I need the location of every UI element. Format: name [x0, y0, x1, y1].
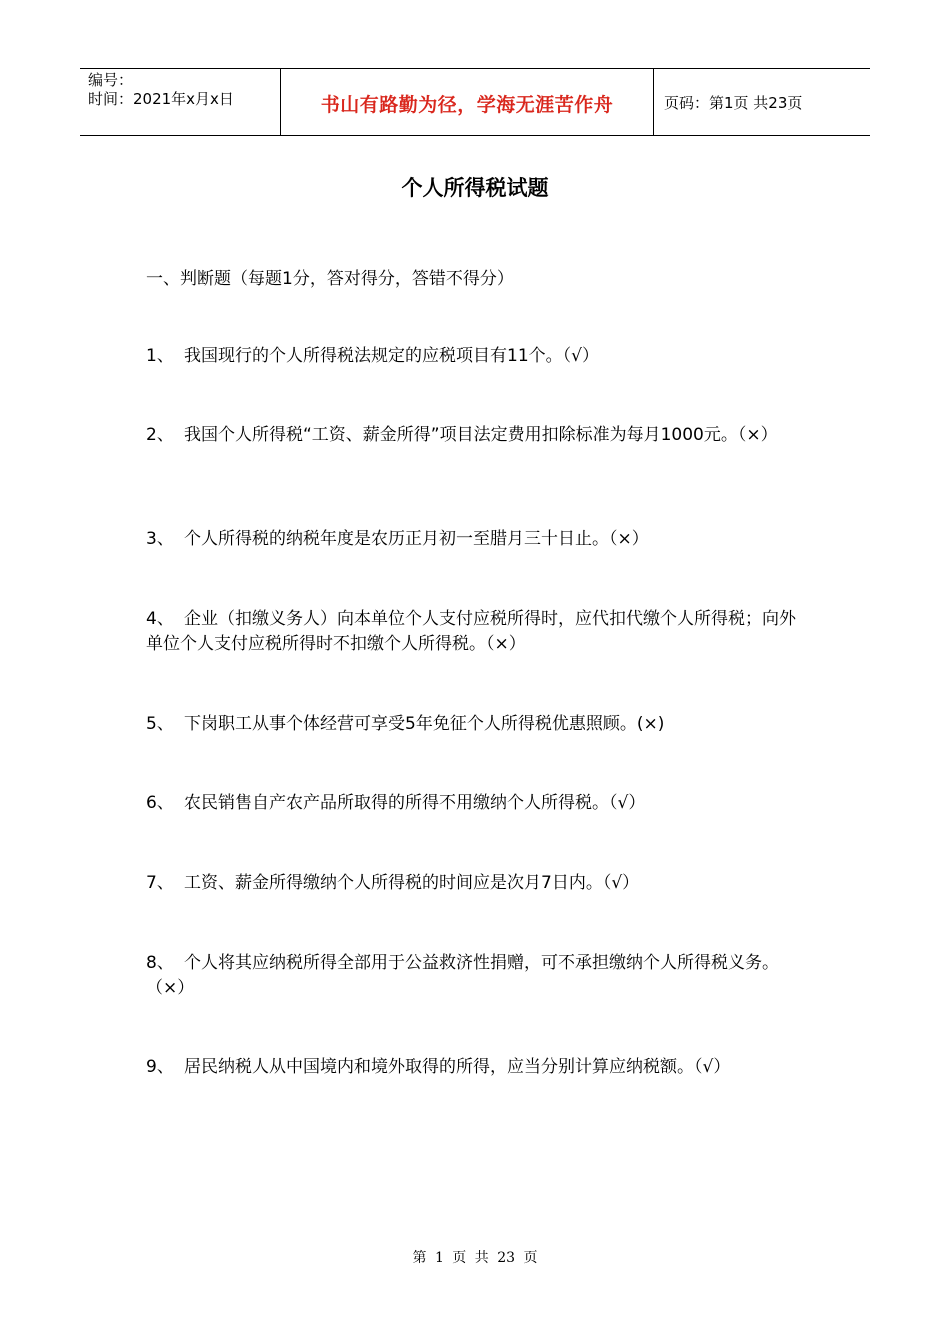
question-number: 3、 [146, 529, 174, 549]
header-page-cell [654, 69, 870, 135]
question-number: 2、 [146, 425, 174, 445]
question-number: 9、 [146, 1057, 174, 1077]
section-heading: 一、判断题（每题1分，答对得分，答错不得分） [146, 269, 514, 289]
question-text: 我国现行的个人所得税法规定的应税项目有11个。（√） [184, 346, 599, 366]
question-4 [146, 607, 806, 657]
question-9 [146, 1055, 806, 1080]
document-title: 个人所得税试题 [401, 176, 549, 200]
time-label: 时间：2021年x月x日 [88, 90, 234, 108]
page-header [80, 68, 870, 136]
question-3 [146, 527, 806, 552]
serial-label: 编号： [88, 71, 134, 89]
question-text: 下岗职工从事个体经营可享受5年免征个人所得税优惠照顾。(×) [184, 714, 665, 734]
question-1 [146, 344, 806, 369]
question-7 [146, 871, 806, 896]
page-footer: 第 1 页 共 23 页 [412, 1250, 538, 1266]
question-number: 5、 [146, 714, 174, 734]
question-number: 7、 [146, 873, 174, 893]
page-info: 页码：第1页 共23页 [664, 93, 803, 112]
header-meta-cell [80, 69, 281, 135]
question-text: 我国个人所得税“工资、薪金所得”项目法定费用扣除标准为每月1000元。（×） [184, 425, 778, 445]
question-8 [146, 951, 806, 1001]
question-text: 企业（扣缴义务人）向本单位个人支付应税所得时，应代扣代缴个人所得税；向外单位个人支付应税所得时不扣缴个人所得税。（×） [146, 609, 796, 654]
question-2 [146, 423, 806, 448]
header-motto-cell [281, 69, 654, 135]
question-text: 居民纳税人从中国境内和境外取得的所得，应当分别计算应纳税额。（√） [184, 1057, 731, 1077]
question-text: 工资、薪金所得缴纳个人所得税的时间应是次月7日内。（√） [184, 873, 640, 893]
question-text: 农民销售自产农产品所取得的所得不用缴纳个人所得税。（√） [184, 793, 646, 813]
motto-text: 书山有路勤为径，学海无涯苦作舟 [320, 93, 614, 116]
question-text: 个人将其应纳税所得全部用于公益救济性捐赠，可不承担缴纳个人所得税义务。（×） [146, 953, 779, 998]
question-text: 个人所得税的纳税年度是农历正月初一至腊月三十日止。（×） [184, 529, 649, 549]
question-6 [146, 791, 806, 816]
question-number: 6、 [146, 793, 174, 813]
question-5 [146, 712, 806, 737]
question-number: 1、 [146, 346, 174, 366]
question-number: 4、 [146, 609, 174, 629]
question-number: 8、 [146, 953, 174, 973]
